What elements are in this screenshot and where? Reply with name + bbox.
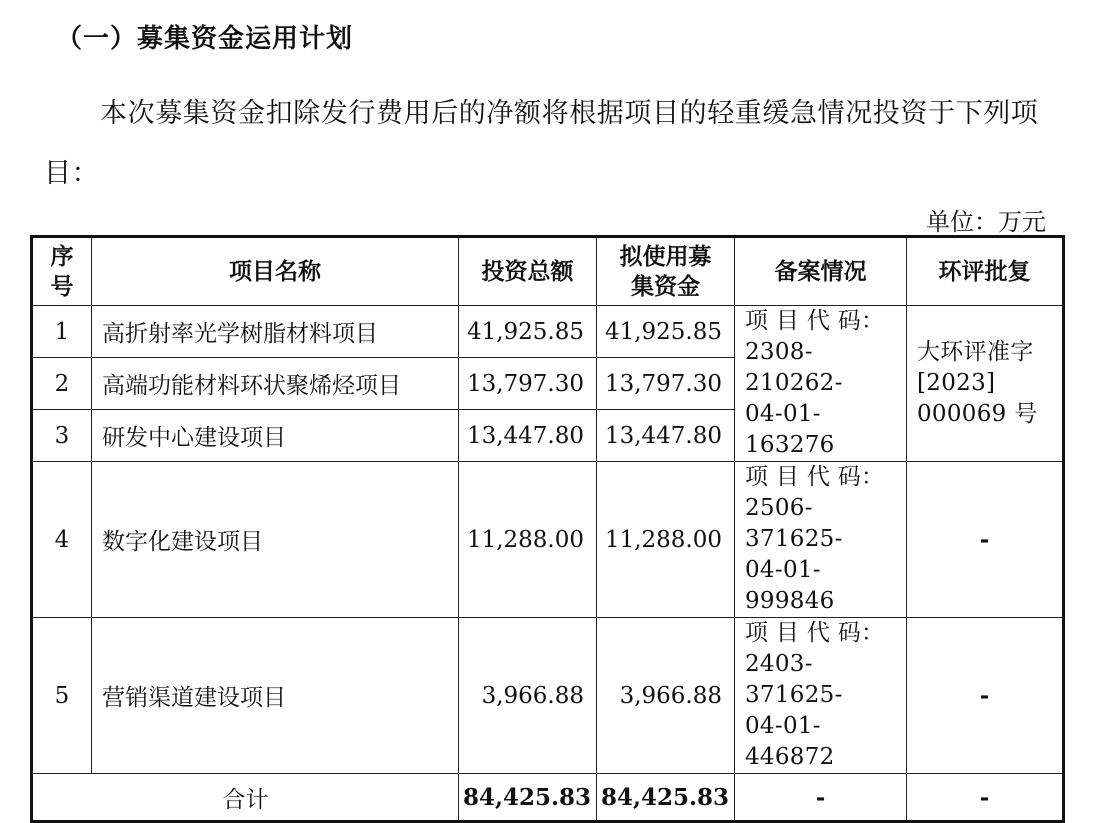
row-seq: 1 <box>32 306 92 358</box>
total-eia: - <box>907 774 1064 822</box>
header-seq: 序 号 <box>32 237 92 306</box>
header-total-investment: 投资总额 <box>459 237 597 306</box>
header-project-name: 项目名称 <box>92 237 459 306</box>
unit-label: 单位：万元 <box>926 208 1046 236</box>
total-label: 合计 <box>32 774 459 822</box>
total-filing: - <box>735 774 907 822</box>
header-eia: 环评批复 <box>907 237 1064 306</box>
total-row <box>32 774 1064 822</box>
row-seq: 4 <box>32 462 92 618</box>
row-project-name: 营销渠道建设项目 <box>92 618 459 774</box>
row-total: 11,288.00 <box>459 462 597 618</box>
row-seq: 2 <box>32 358 92 410</box>
section-heading: （一）募集资金运用计划 <box>56 24 354 54</box>
row-eia: - <box>907 462 1064 618</box>
group-eia-cell: 大环评准字 [2023] 000069 号 <box>907 306 1064 462</box>
fund-usage-table <box>30 235 1065 823</box>
row-total: 41,925.85 <box>459 306 597 358</box>
row-filing: 项 目 代 码： 2506-371625- 04-01-999846 <box>735 462 907 618</box>
table-row <box>32 306 1064 358</box>
row-eia: - <box>907 618 1064 774</box>
intro-paragraph: 本次募集资金扣除发行费用后的净额将根据项目的轻重缓急情况投资于下列项目： <box>44 98 1039 189</box>
row-raised: 13,447.80 <box>597 410 735 462</box>
row-project-name: 数字化建设项目 <box>92 462 459 618</box>
row-raised: 41,925.85 <box>597 306 735 358</box>
row-project-name: 高端功能材料环状聚烯烃项目 <box>92 358 459 410</box>
table-header-row <box>32 237 1064 306</box>
header-raised-funds: 拟使用募 集资金 <box>597 237 735 306</box>
row-raised: 13,797.30 <box>597 358 735 410</box>
row-total: 13,797.30 <box>459 358 597 410</box>
total-raised-sum: 84,425.83 <box>597 774 735 822</box>
group-filing-cell: 项 目 代 码： 2308-210262- 04-01-163276 <box>735 306 907 462</box>
row-project-name: 研发中心建设项目 <box>92 410 459 462</box>
row-filing: 项 目 代 码： 2403-371625- 04-01-446872 <box>735 618 907 774</box>
header-filing: 备案情况 <box>735 237 907 306</box>
row-raised: 11,288.00 <box>597 462 735 618</box>
table-row <box>32 618 1064 774</box>
total-investment-sum: 84,425.83 <box>459 774 597 822</box>
row-seq: 5 <box>32 618 92 774</box>
row-raised: 3,966.88 <box>597 618 735 774</box>
row-seq: 3 <box>32 410 92 462</box>
row-project-name: 高折射率光学树脂材料项目 <box>92 306 459 358</box>
row-total: 13,447.80 <box>459 410 597 462</box>
row-total: 3,966.88 <box>459 618 597 774</box>
table-row <box>32 462 1064 618</box>
